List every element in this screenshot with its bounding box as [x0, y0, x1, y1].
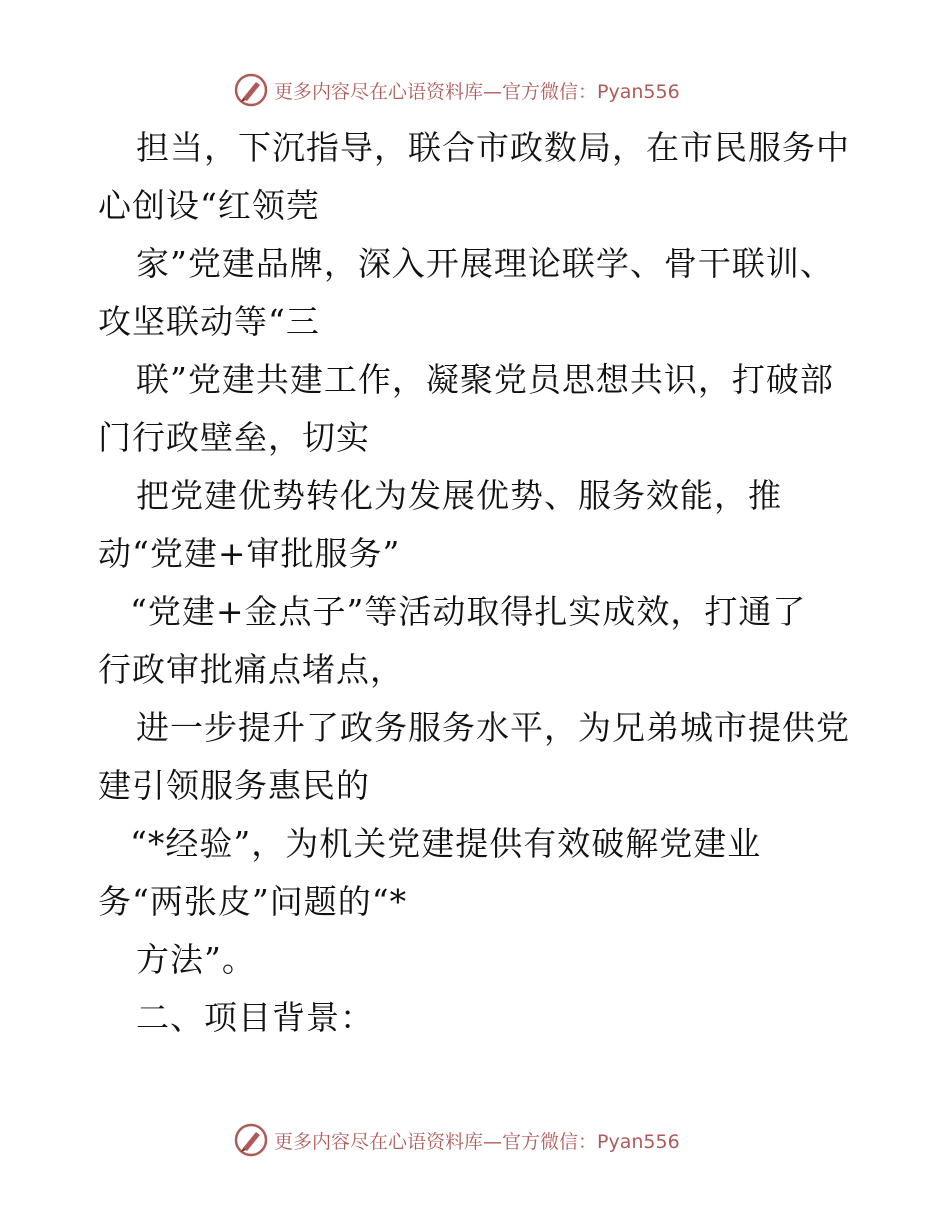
body-line: 建引领服务惠民的 [98, 766, 370, 805]
watermark-text: 更多内容尽在心语资料库—官方微信：Pyan556 [274, 1130, 680, 1153]
body-line: 心创设“红领莞 [98, 186, 320, 225]
body-line: 行政审批痛点堵点， [98, 650, 404, 689]
pen-logo-icon [234, 73, 268, 107]
body-line: “党建+金点子”等活动取得扎实成效，打通了 [130, 592, 807, 631]
body-line: 联”党建共建工作，凝聚党员思想共识，打破部 [136, 360, 834, 399]
body-line: 务“两张皮”问题的“* [98, 882, 408, 921]
section-heading: 二、项目背景： [136, 998, 374, 1037]
body-line: 进一步提升了政务服务水平，为兄弟城市提供党 [136, 708, 850, 747]
body-line: 方法”。 [136, 940, 256, 979]
watermark-text: 更多内容尽在心语资料库—官方微信：Pyan556 [274, 80, 680, 103]
body-line: 家”党建品牌，深入开展理论联学、骨干联训、 [136, 244, 834, 283]
body-line: 动“党建+审批服务” [98, 534, 401, 573]
header-watermark [234, 72, 680, 108]
body-line: 担当，下沉指导，联合市政数局，在市民服务中 [136, 128, 850, 167]
footer-watermark [234, 1122, 680, 1158]
body-line: “*经验”，为机关党建提供有效破解党建业 [130, 824, 762, 863]
body-line: 门行政壁垒，切实 [98, 418, 370, 457]
body-line: 攻坚联动等“三 [98, 302, 320, 341]
body-line: 把党建优势转化为发展优势、服务效能，推 [136, 476, 782, 515]
pen-logo-icon [234, 1123, 268, 1157]
